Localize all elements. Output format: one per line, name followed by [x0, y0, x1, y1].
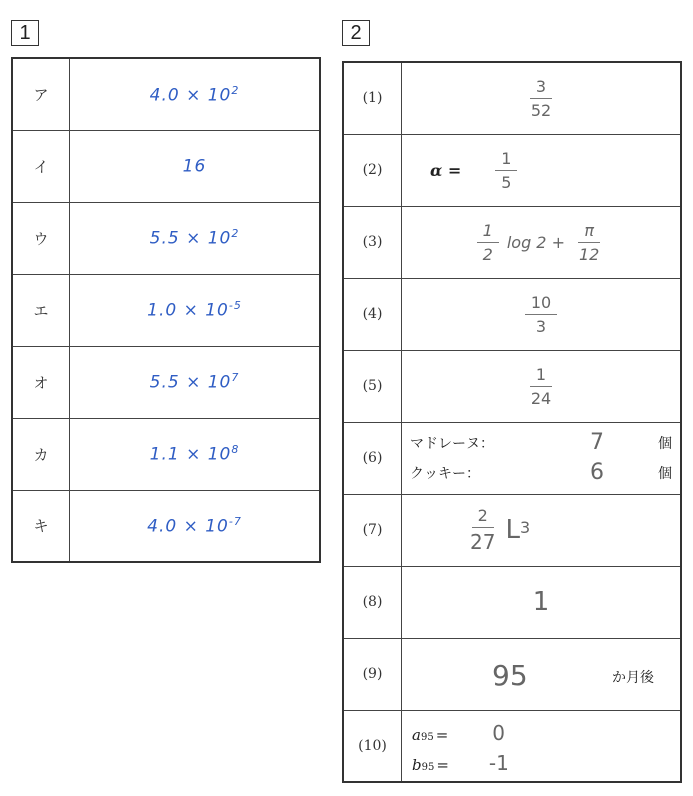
answer-cell [402, 278, 682, 350]
answer-row [12, 58, 320, 130]
cookie-count: 6 [590, 460, 604, 485]
answer-row-2 [343, 134, 681, 206]
exponent: -7 [228, 515, 242, 529]
cookie-label: クッキー： [410, 465, 480, 482]
fraction [477, 221, 499, 264]
denominator: 27 [470, 530, 496, 554]
answer-row-7 [343, 494, 681, 566]
answer-row-6 [343, 422, 681, 494]
denominator: 2 [482, 244, 493, 264]
denominator: 12 [578, 244, 600, 264]
denominator: 5 [501, 172, 512, 192]
row-label: (4) [343, 278, 402, 350]
answer-cell [402, 494, 682, 566]
answer-value: 1.1 × 10 [149, 444, 232, 465]
row-label: (3) [343, 206, 402, 278]
answer-cell [402, 350, 682, 422]
fraction [525, 77, 557, 120]
unit-label: か月後 [612, 669, 654, 686]
exponent: 3 [519, 518, 531, 537]
answer-cell [70, 274, 321, 346]
answer-cell [402, 422, 682, 494]
answer-row-4 [343, 278, 681, 350]
answer-cell [402, 134, 682, 206]
answer-cell [70, 130, 321, 202]
answer-value: 4.0 × 10 [147, 516, 229, 537]
unit-label: 個 [658, 435, 672, 452]
answer-row-5 [343, 350, 681, 422]
row-label: オ [12, 346, 70, 418]
answer-value: 5.5 × 10 [149, 372, 232, 393]
numerator: 1 [495, 149, 517, 171]
row-label: (8) [343, 566, 402, 638]
answer-table-1 [11, 57, 321, 563]
answer-value: 4.0 × 10 [149, 84, 232, 105]
answer-row [12, 418, 320, 490]
answer-cell [402, 710, 682, 782]
madeleine-label: マドレーヌ： [410, 435, 494, 452]
section-2-number: 2 [342, 20, 370, 46]
answer-row [12, 346, 320, 418]
answer-table-2 [342, 61, 682, 783]
numerator: π [578, 221, 600, 243]
answer-row-9 [343, 638, 681, 710]
answer-row-8 [343, 566, 681, 638]
exponent: 2 [231, 83, 240, 97]
a-label: a [412, 725, 421, 744]
answer-cell [70, 58, 321, 130]
a-value: 0 [492, 720, 505, 745]
alpha-prefix: α = [430, 160, 462, 180]
answer-row [12, 202, 320, 274]
equals: = [436, 755, 449, 774]
row-label: エ [12, 274, 70, 346]
row-label: イ [12, 130, 70, 202]
row-label: ア [12, 58, 70, 130]
numerator: 1 [477, 221, 499, 243]
fraction [525, 365, 557, 408]
row-label: (5) [343, 350, 402, 422]
answer-value: 95 [492, 658, 528, 692]
answer-row [12, 490, 320, 562]
answer-cell [70, 490, 321, 562]
fraction [464, 506, 501, 554]
row-label: (2) [343, 134, 402, 206]
answer-cell [70, 418, 321, 490]
equals: = [435, 725, 449, 744]
answer-cell [402, 566, 682, 638]
answer-cell [70, 346, 321, 418]
madeleine-count: 7 [590, 430, 604, 455]
answer-cell [70, 202, 321, 274]
row-label: (10) [343, 710, 402, 782]
variable-l: L [505, 515, 520, 545]
answer-value: 5.5 × 10 [149, 228, 232, 249]
answer-row [12, 130, 320, 202]
row-label: ウ [12, 202, 70, 274]
unit-label: 個 [658, 465, 672, 482]
numerator: 1 [530, 365, 552, 387]
section-1-number: 1 [11, 20, 39, 46]
a-subscript: 95 [420, 731, 434, 743]
fraction [525, 293, 557, 336]
exponent: 7 [231, 371, 240, 385]
denominator: 3 [535, 316, 547, 336]
fraction [573, 221, 605, 264]
answer-value: 1 [532, 587, 550, 617]
answer-cell [402, 62, 682, 134]
answer-row-1 [343, 62, 681, 134]
b-subscript: 95 [421, 761, 435, 773]
log-term: log 2 + [506, 232, 565, 252]
exponent: -5 [228, 299, 242, 313]
b-value: -1 [488, 750, 509, 775]
answer-cell [402, 638, 682, 710]
exponent: 2 [231, 227, 240, 241]
answer-value: 16 [182, 156, 207, 177]
row-label: (6) [343, 422, 402, 494]
b-label: b [412, 755, 422, 774]
row-label: (1) [343, 62, 402, 134]
answer-row [12, 274, 320, 346]
numerator: 3 [530, 77, 552, 99]
answer-row-3 [343, 206, 681, 278]
row-label: (7) [343, 494, 402, 566]
numerator: 2 [472, 506, 494, 528]
answer-cell [402, 206, 682, 278]
fraction [495, 149, 517, 192]
numerator: 10 [525, 293, 557, 315]
exponent: 8 [231, 443, 240, 457]
denominator: 24 [530, 388, 552, 408]
denominator: 52 [530, 100, 552, 120]
answer-value: 1.0 × 10 [147, 300, 229, 321]
row-label: カ [12, 418, 70, 490]
row-label: (9) [343, 638, 402, 710]
row-label: キ [12, 490, 70, 562]
answer-row-10 [343, 710, 681, 782]
